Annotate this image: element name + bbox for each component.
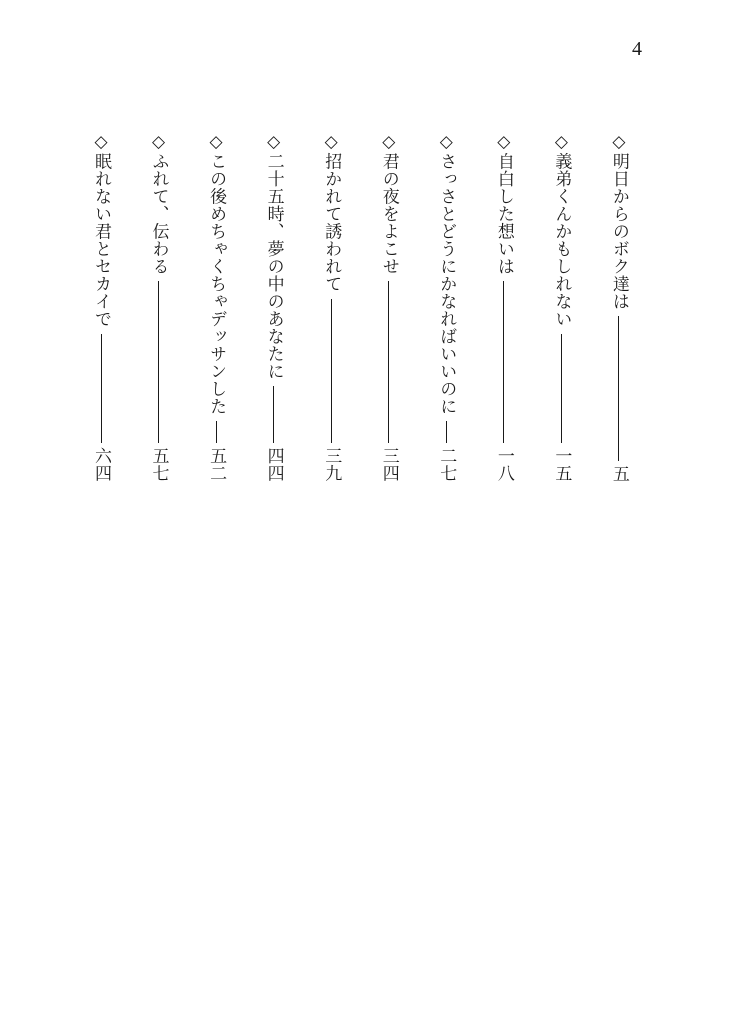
toc-entry-title: ◇さっさとどうにかなればいいのに [436,132,457,415]
toc-entry-page: 三四 [378,447,399,482]
toc-entry [378,132,400,482]
toc-entry-page: 三九 [321,447,342,482]
toc-leader-line [331,299,332,444]
toc-entry [550,132,572,482]
toc-entry-title: ◇この後めちゃくちゃデッサンした [206,132,227,415]
toc-entry-title: ◇招かれて誘われて [321,132,342,293]
toc-leader-line [561,334,562,444]
toc-entry [263,132,285,482]
toc-leader-line [101,334,102,444]
toc-entry [205,132,227,482]
toc-entry [90,132,112,482]
table-of-contents [90,132,630,482]
toc-leader-line [158,281,159,443]
toc-leader-line [503,281,504,443]
toc-entry-page: 五七 [148,447,169,482]
toc-entry-title: ◇自白した想いは [493,132,514,275]
toc-leader-line [446,421,447,443]
toc-entry-page: 一五 [551,447,572,482]
toc-entry-page: 五二 [206,447,227,482]
toc-entry [608,132,630,482]
toc-entry-title: ◇明日からのボク達は [608,132,629,310]
toc-entry-page: 四四 [263,447,284,482]
toc-leader-line [388,281,389,443]
toc-entry-page: 五 [608,464,629,482]
toc-entry-title: ◇ふれて、伝わる [148,132,169,275]
toc-leader-line [273,386,274,443]
toc-entry-page: 六四 [91,447,111,482]
toc-entry [493,132,515,482]
toc-entry-page: 二七 [436,447,457,482]
toc-entry-title: ◇君の夜をよこせ [378,132,399,275]
toc-entry [320,132,342,482]
toc-entry-page: 一八 [493,447,514,482]
toc-entry [435,132,457,482]
toc-leader-line [618,316,619,461]
toc-entry-title: ◇義弟くんかもしれない [551,132,572,328]
page-number: 4 [632,38,642,60]
toc-entry-title: ◇二十五時、夢の中のあなたに [263,132,284,380]
toc-entry [148,132,170,482]
toc-entry-title: ◇眠れない君とセカイで [91,132,111,328]
toc-leader-line [216,421,217,443]
